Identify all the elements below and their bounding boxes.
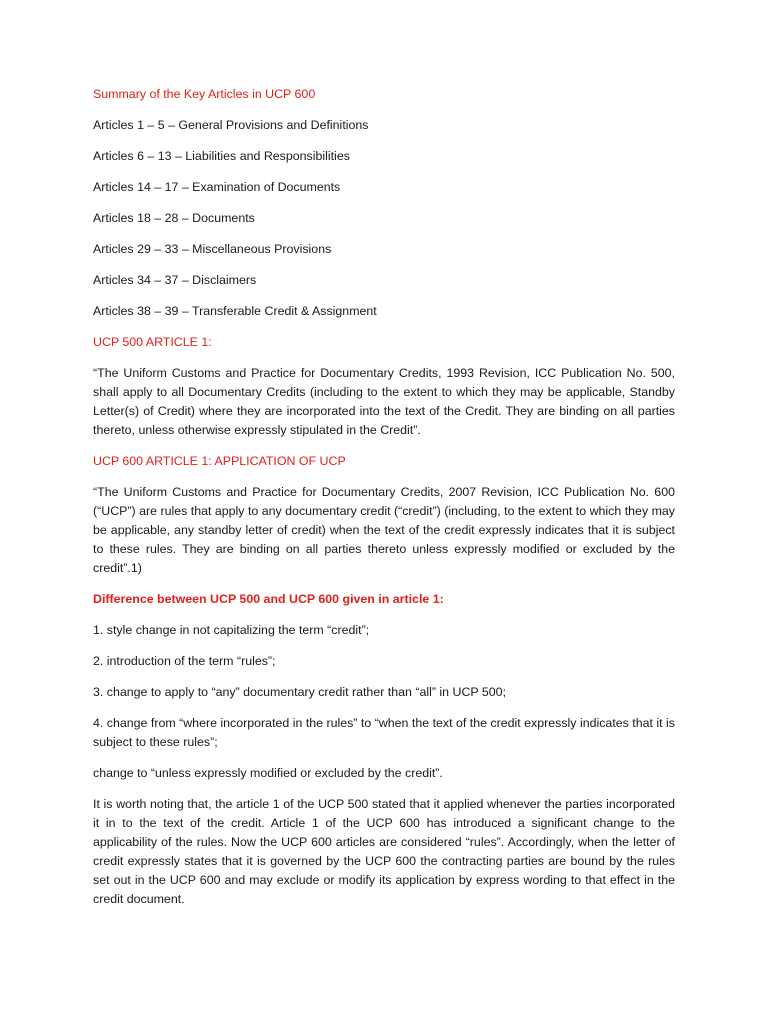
article-line-4: Articles 18 – 28 – Documents [93, 211, 255, 225]
closing-paragraph: It is worth noting that, the article 1 of the UCP 500 stated that it applied whenever the parties incorporated it in to the text of the credit. Article 1 of the UCP 600 has introduced a significant change to the applicability of the rules. Now the UCP 600 articles are considered “rules”. Accordingly, when the letter of credit expressly states that it is governed by the UCP 600 the contracting parties are bound by the rules set out in the UCP 600 and may exclude or modify its application by express wording to that effect in the credit document. [93, 797, 675, 906]
difference-item-2: 2. introduction of the term “rules”; [93, 654, 276, 668]
ucp600-heading: UCP 600 ARTICLE 1: APPLICATION OF UCP [93, 454, 346, 468]
difference-item-4: 4. change from “where incorporated in the rules” to “when the text of the credit expressly indicates that it is subject to these rules”; [93, 716, 675, 749]
article-line-6: Articles 34 – 37 – Disclaimers [93, 273, 257, 287]
article-line-1: Articles 1 – 5 – General Provisions and Definitions [93, 118, 369, 132]
difference-item-3: 3. change to apply to “any” documentary credit rather than “all” in UCP 500; [93, 685, 507, 699]
ucp500-heading: UCP 500 ARTICLE 1: [93, 335, 212, 349]
ucp500-quote: “The Uniform Customs and Practice for Documentary Credits, 1993 Revision, ICC Publication No. 500, shall apply to all Documentary Credits (including to the extent to which they may be applicable, Standby Letter(s) of Credit) where they are incorporated into the text of the Credit. They are binding on all parties thereto, unless otherwise expressly stipulated in the Credit”. [93, 366, 675, 437]
difference-item-1: 1. style change in not capitalizing the term “credit”; [93, 623, 370, 637]
article-line-5: Articles 29 – 33 – Miscellaneous Provisions [93, 242, 332, 256]
article-line-3: Articles 14 – 17 – Examination of Documents [93, 180, 341, 194]
change-note: change to “unless expressly modified or excluded by the credit”. [93, 766, 443, 780]
ucp600-quote: “The Uniform Customs and Practice for Documentary Credits, 2007 Revision, ICC Publication No. 600 (“UCP”) are rules that apply to any documentary credit (“credit”) (including, to the extent to which they may be applicable, any standby letter of credit) when the text of the credit expressly indicates that it is subject to these rules. They are binding on all parties thereto unless expressly modified or excluded by the credit”.1) [93, 485, 675, 575]
article-line-2: Articles 6 – 13 – Liabilities and Responsibilities [93, 149, 350, 163]
difference-heading: Difference between UCP 500 and UCP 600 given in article 1: [93, 592, 444, 606]
document-body [93, 85, 675, 921]
article-line-7: Articles 38 – 39 – Transferable Credit & Assignment [93, 304, 377, 318]
summary-heading: Summary of the Key Articles in UCP 600 [93, 87, 316, 101]
